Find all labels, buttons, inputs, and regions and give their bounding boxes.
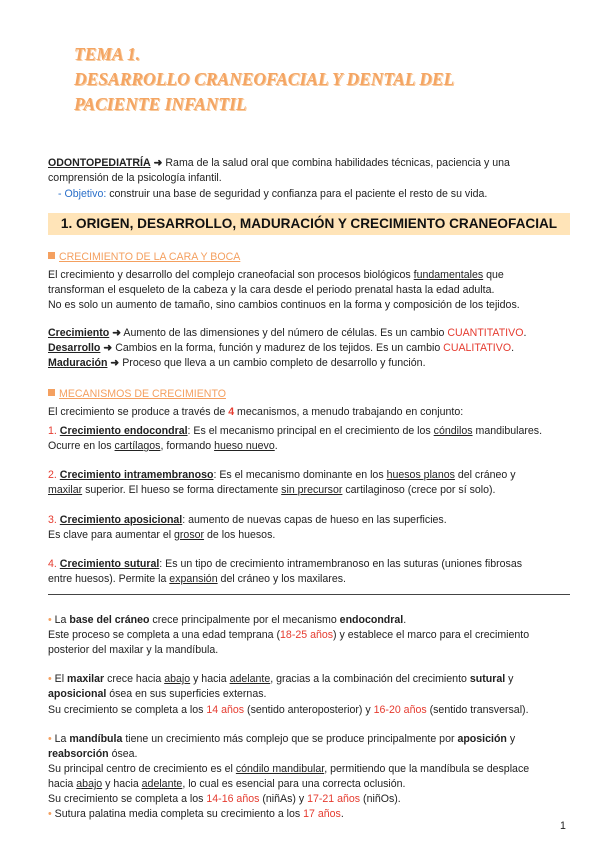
mech-2-line-2: maxilar superior. El hueso se forma directamente sin precursor cartilaginoso (crece por sí solo). [48, 484, 496, 496]
subheading-crecimiento: CRECIMIENTO DE LA CARA Y BOCA [48, 250, 240, 265]
arrow-icon: ➜ [112, 327, 122, 339]
note-mandibula-3: Su principal centro de crecimiento es el cóndilo mandibular, permitiendo que la mandíbula se desplace [48, 763, 530, 775]
note-mandibula-2: reabsorción ósea. [48, 748, 138, 760]
title-line-1: TEMA 1. [74, 44, 141, 64]
note-base-craneo-3: posterior del maxilar y la mandíbula. [48, 644, 219, 656]
para-line: transforman el esqueleto de la cabeza y la cara desde el periodo prenatal hasta la edad adulta. [48, 284, 495, 296]
bullet-icon: • [48, 614, 52, 626]
document-title [74, 42, 574, 117]
mech-3-line-2: Es clave para aumentar el grosor de los huesos. [48, 529, 276, 541]
square-bullet-icon [48, 389, 55, 396]
page-number: 1 [560, 820, 566, 832]
note-mandibula-5: Su crecimiento se completa a los 14-16 años (niñAs) y 17-21 años (niñOs). [48, 793, 401, 805]
para-line: El crecimiento y desarrollo del complejo craneofacial son procesos biológicos fundamentales que [48, 269, 504, 281]
arrow-icon: ➜ [153, 157, 163, 169]
bullet-icon: • [48, 733, 52, 745]
title-line-2: DESARROLLO CRANEOFACIAL Y DENTAL DEL [74, 69, 455, 89]
term-odontopediatria: ODONTOPEDIATRÍA [48, 157, 151, 169]
mech-4-line-1: 4. Crecimiento sutural: Es un tipo de crecimiento intramembranoso en las suturas (uniones fibrosas [48, 558, 523, 570]
def-maduracion: Maduración ➜ Proceso que lleva a un cambio completo de desarrollo y función. [48, 357, 426, 369]
mech-4-line-2: entre huesos). Permite la expansión del cráneo y los maxilares. [48, 573, 346, 585]
objective-line: - Objetivo: construir una base de seguridad y confianza para el paciente el resto de su vida. [58, 188, 488, 200]
note-maxilar-1: • El maxilar crece hacia abajo y hacia adelante, gracias a la combinación del crecimiento sutural y [48, 673, 514, 685]
mech-intro: El crecimiento se produce a través de 4 mecanismos, a menudo trabajando en conjunto: [48, 406, 464, 418]
intro-line-2: comprensión de la psicología infantil. [48, 172, 222, 184]
bullet-icon: • [48, 808, 52, 820]
arrow-icon: ➜ [110, 357, 120, 369]
objective-label: - Objetivo: [58, 188, 107, 200]
note-mandibula-1: • La mandíbula tiene un crecimiento más complejo que se produce principalmente por aposición y [48, 733, 516, 745]
arrow-icon: ➜ [103, 342, 113, 354]
mech-2-line-1: 2. Crecimiento intramembranoso: Es el mecanismo dominante en los huesos planos del cráneo y [48, 469, 516, 481]
square-bullet-icon [48, 252, 55, 259]
bullet-icon: • [48, 673, 52, 685]
subheading-mecanismos: MECANISMOS DE CRECIMIENTO [48, 387, 226, 402]
section-heading-1: 1. ORIGEN, DESARROLLO, MADURACIÓN Y CRECIMIENTO CRANEOFACIAL [48, 213, 570, 235]
divider-line [48, 594, 570, 595]
note-base-craneo-2: Este proceso se completa a una edad temprana (18-25 años) y establece el marco para el crecimiento [48, 629, 530, 641]
def-desarrollo: Desarrollo ➜ Cambios en la forma, función y madurez de los tejidos. Es un cambio CUALITATIVO. [48, 342, 515, 354]
note-maxilar-2: aposicional ósea en sus superficies externas. [48, 688, 267, 700]
intro-line-1: ODONTOPEDIATRÍA ➜ Rama de la salud oral que combina habilidades técnicas, paciencia y una [48, 157, 510, 169]
para-line: No es solo un aumento de tamaño, sino cambios continuos en la forma y composición de los tejidos. [48, 299, 520, 311]
note-mandibula-4: hacia abajo y hacia adelante, lo cual es esencial para una correcta oclusión. [48, 778, 406, 790]
title-line-3: PACIENTE INFANTIL [74, 94, 247, 114]
def-crecimiento: Crecimiento ➜ Aumento de las dimensiones y del número de células. Es un cambio CUANTITATIVO. [48, 327, 527, 339]
mech-1-line-2: Ocurre en los cartílagos, formando hueso nuevo. [48, 440, 278, 452]
mech-3-line-1: 3. Crecimiento aposicional: aumento de nuevas capas de hueso en las superficies. [48, 514, 447, 526]
note-maxilar-3: Su crecimiento se completa a los 14 años (sentido anteroposterior) y 16-20 años (sentido transversal). [48, 704, 529, 716]
mech-1-line-1: 1. Crecimiento endocondral: Es el mecanismo principal en el crecimiento de los cóndilos mandibulares. [48, 425, 543, 437]
note-base-craneo-1: • La base del cráneo crece principalmente por el mecanismo endocondral. [48, 614, 407, 626]
note-sutura-palatina: • Sutura palatina media completa su crecimiento a los 17 años. [48, 808, 344, 820]
